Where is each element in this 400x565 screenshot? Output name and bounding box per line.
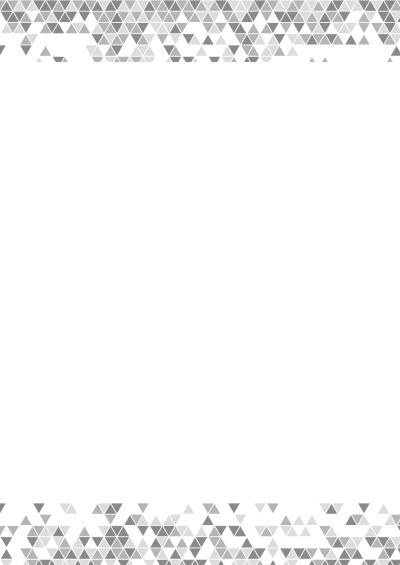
lower-text-block: [48, 286, 352, 498]
bottom-triangle-border: [0, 503, 400, 565]
bottom-triangle-mosaic: [0, 503, 400, 565]
top-triangle-mosaic: [0, 0, 400, 62]
top-triangle-border: [0, 0, 400, 62]
upper-text-block: [48, 62, 352, 272]
